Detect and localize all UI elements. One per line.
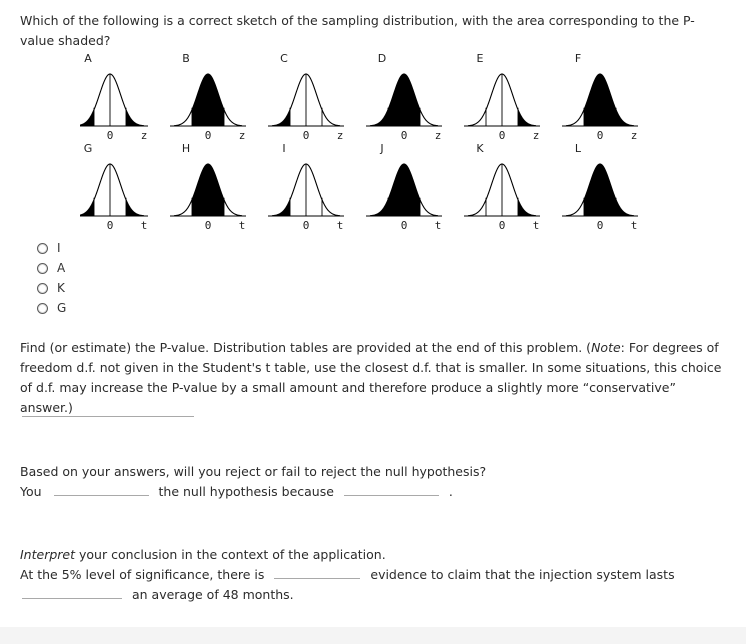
zero-tick-label: 0 [204,219,212,230]
question-text: Which of the following is a correct sketch of the sampling distribution, with the area corresponding to the P-value shaded? [20,13,695,48]
curve-letter-label: B [182,52,190,65]
axis-symbol-label: t [238,219,246,230]
interpret-line1-start: At the 5% level of significance, there is [20,567,265,582]
shaded-area [126,200,140,216]
decision-end: . [448,484,453,499]
option-label: G [57,301,67,315]
shaded-area [584,74,630,126]
curve-sketch [80,142,148,230]
axis-symbol-label: z [336,129,344,142]
radio-icon[interactable] [37,243,48,254]
shaded-area [518,200,532,216]
radio-icon[interactable] [37,283,48,294]
lasts-input[interactable] [22,598,122,599]
radio-icon[interactable] [37,263,48,274]
zero-tick-label: 0 [302,219,310,230]
shaded-area [374,164,420,216]
distribution-figure [80,48,680,230]
axis-symbol-label: z [140,129,148,142]
curve-letter-label: A [84,52,92,65]
curve-sketch [170,52,246,142]
axis-symbol-label: z [532,129,540,142]
shaded-area [80,200,94,216]
curve-letter-label: E [476,52,484,65]
shaded-area [518,110,532,126]
shaded-area [276,110,290,126]
shaded-area [80,110,94,126]
interpret-word: Interpret [20,547,76,562]
axis-symbol-label: t [336,219,344,230]
answer-options [37,238,66,318]
zero-tick-label: 0 [106,219,114,230]
pvalue-input[interactable] [22,402,194,417]
zero-tick-label: 0 [400,129,408,142]
curve-sketch [366,142,442,230]
option-label: I [57,241,61,255]
zero-tick-label: 0 [400,219,408,230]
shaded-area [374,74,420,126]
axis-symbol-label: t [630,219,638,230]
curve-sketch [464,142,540,230]
curve-sketch [562,142,638,230]
axis-symbol-label: t [434,219,442,230]
curve-letter-label: F [574,52,582,65]
curve-sketch [268,52,344,142]
shaded-area [276,200,290,216]
page-footer-strip [0,627,746,644]
curve-sketch [464,52,540,142]
decision-line [20,483,453,501]
option-label: K [57,281,65,295]
curve-sketch [268,142,344,230]
decision-question: Based on your answers, will you reject or fail to reject the null hypothesis? [20,464,487,479]
axis-symbol-label: t [140,219,148,230]
reject-decision-input[interactable] [54,495,149,496]
curve-letter-label: C [280,52,288,65]
option-2[interactable] [37,258,66,278]
note-word: Note [591,340,621,355]
evidence-input[interactable] [274,578,360,579]
option-label: A [57,261,66,275]
curve-letter-label: I [282,142,286,155]
zero-tick-label: 0 [498,219,506,230]
curve-letter-label: L [574,142,582,155]
option-3[interactable] [37,278,66,298]
zero-tick-label: 0 [596,219,604,230]
decision-middle: the null hypothesis because [158,484,334,499]
pvalue-lead: Find (or estimate) the P-value. Distribution tables are provided at the end of this problem. ( [20,340,592,355]
you-label: You [20,484,42,499]
interpret-line2-end: an average of 48 months. [131,587,294,602]
normal-curve [80,164,144,216]
normal-curve [80,74,144,126]
curve-letter-label: H [181,142,191,155]
curve-sketch [170,142,246,230]
interpret-rest: your conclusion in the context of the application. [75,547,386,562]
interpret-line1-end: evidence to claim that the injection system lasts [370,567,675,582]
option-1[interactable] [37,238,66,258]
curve-sketch [562,52,638,142]
shaded-area [584,164,630,216]
interpret-line-1 [20,566,675,584]
option-4[interactable] [37,298,66,318]
zero-tick-label: 0 [498,129,506,142]
axis-symbol-label: z [238,129,246,142]
curve-sketch [80,52,148,142]
axis-symbol-label: z [630,129,638,142]
interpret-line-2 [20,586,294,604]
pvalue-rest: : For degrees of freedom d.f. not given in the Student's t table, use the closest d.f. that is smaller. In some situations, this choice of d.f. may increase the P-value by a small amount and therefore produce a slightly more “conservative” answer.) [20,340,722,415]
curve-letter-label: D [377,52,387,65]
curve-sketch [366,52,442,142]
zero-tick-label: 0 [106,129,114,142]
reason-input[interactable] [344,495,439,496]
curve-letter-label: G [83,142,93,155]
shaded-area [126,110,140,126]
axis-symbol-label: z [434,129,442,142]
curve-letter-label: K [476,142,484,155]
zero-tick-label: 0 [204,129,212,142]
radio-icon[interactable] [37,303,48,314]
zero-tick-label: 0 [596,129,604,142]
interpret-heading [20,546,386,564]
zero-tick-label: 0 [302,129,310,142]
curve-letter-label: J [380,142,384,155]
axis-symbol-label: t [532,219,540,230]
